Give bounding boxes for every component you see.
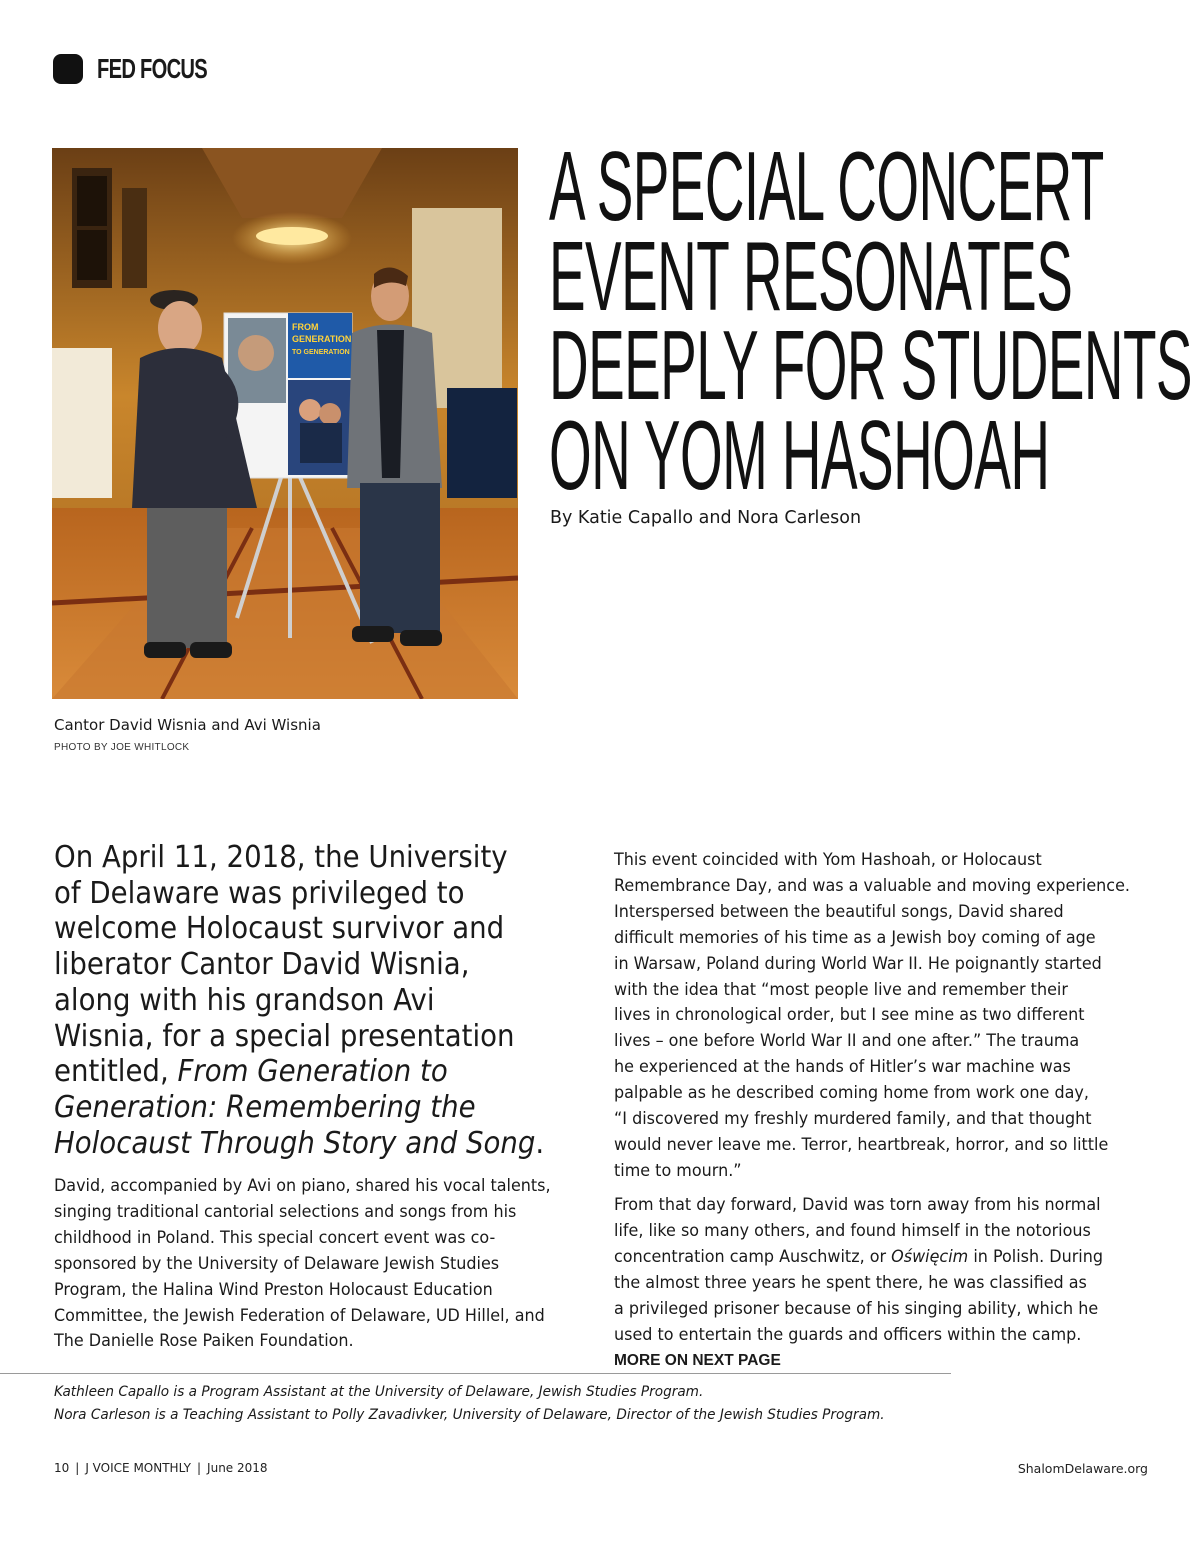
program-title: Holocaust Through Story and Song	[54, 1125, 536, 1161]
byline: By Katie Capallo and Nora Carleson	[550, 508, 862, 528]
body-line: childhood in Poland. This special concert event was co-	[54, 1227, 496, 1248]
lede-line: of Delaware was privileged to	[54, 875, 465, 911]
body-line: sponsored by the University of Delaware Jewish Studies	[54, 1253, 500, 1274]
page-number: 10	[54, 1461, 70, 1475]
body-line: would never leave me. Terror, heartbreak, horror, and so little	[614, 1134, 1109, 1155]
body-line: he experienced at the hands of Hitler’s war machine was	[614, 1057, 1071, 1078]
lede-line	[54, 1125, 545, 1162]
body-line: Program, the Halina Wind Preston Holocaust Education	[54, 1279, 493, 1300]
author-note: Kathleen Capallo is a Program Assistant at the University of Delaware, Jewish Studies Program.	[54, 1384, 704, 1400]
body-line: The Danielle Rose Paiken Foundation.	[54, 1331, 354, 1352]
photo-caption: Cantor David Wisnia and Avi Wisnia	[54, 716, 321, 734]
section-marker	[53, 54, 83, 84]
publication-name: J VOICE MONTHLY	[85, 1461, 191, 1475]
body-line: This event coincided with Yom Hashoah, or Holocaust	[614, 850, 1042, 870]
polish-name: Oświęcim	[891, 1246, 969, 1267]
photo-credit: PHOTO BY JOE WHITLOCK	[54, 742, 190, 753]
lede-line: along with his grandson Avi	[54, 982, 435, 1018]
body-line: Committee, the Jewish Federation of Delaware, UD Hillel, and	[54, 1305, 545, 1326]
body-line: From that day forward, David was torn away from his normal	[614, 1195, 1101, 1215]
divider	[0, 1373, 951, 1374]
body-text: in Polish. During	[968, 1246, 1104, 1267]
website-link[interactable]: ShalomDelaware.org	[1017, 1461, 1148, 1476]
body-line: with the idea that “most people live and remember their	[614, 979, 1068, 1000]
lede-text: .	[535, 1125, 545, 1161]
body-line: difficult memories of his time as a Jewish boy coming of age	[614, 927, 1096, 948]
lede-line: On April 11, 2018, the University	[54, 840, 508, 875]
headline-line: DEEPLY FOR STUDENTS	[549, 310, 1192, 420]
lede-text: entitled,	[54, 1054, 178, 1090]
author-note: Nora Carleson is a Teaching Assistant to Polly Zavadivker, University of Delaware, Director of the Jewish Studies Program.	[54, 1407, 885, 1423]
issue-date: June 2018	[207, 1461, 268, 1475]
body-line: used to entertain the guards and officers within the camp.	[614, 1324, 1082, 1345]
section-label: FED FOCUS	[97, 53, 208, 84]
poster-title-1: FROM	[292, 322, 319, 332]
body-line: the almost three years he spent there, he was classified as	[614, 1272, 1087, 1293]
lede-line: welcome Holocaust survivor and	[54, 911, 505, 947]
body-line: singing traditional cantorial selections and songs from his	[54, 1201, 517, 1222]
body-line: a privileged prisoner because of his singing ability, which he	[614, 1298, 1099, 1319]
poster-title-2: GENERATION	[292, 334, 352, 344]
body-text: concentration camp Auschwitz, or	[614, 1246, 892, 1267]
body-line: Remembrance Day, and was a valuable and moving experience.	[614, 875, 1131, 896]
program-title: Generation: Remembering the	[54, 1089, 476, 1125]
poster-title-3: TO GENERATION	[292, 349, 350, 356]
separator: |	[197, 1461, 202, 1475]
page-footer	[54, 1461, 268, 1475]
lede-line: Wisnia, for a special presentation	[54, 1018, 515, 1054]
body-line: life, like so many others, and found himself in the notorious	[614, 1220, 1091, 1241]
headline	[549, 131, 1192, 510]
body-paragraph-1	[54, 1174, 582, 1355]
separator: |	[75, 1461, 80, 1475]
body-line: David, accompanied by Avi on piano, shared his vocal talents,	[54, 1176, 551, 1196]
body-line: “I discovered my freshly murdered family, and that thought	[614, 1109, 1092, 1130]
body-line: lives – one before World War II and one after.” The trauma	[614, 1031, 1080, 1052]
section-tag	[53, 52, 250, 86]
body-paragraph-3	[614, 1193, 1134, 1348]
continued-link[interactable]: MORE ON NEXT PAGE	[614, 1352, 781, 1369]
body-line	[614, 1245, 1103, 1271]
headline-line: A SPECIAL CONCERT	[549, 131, 1104, 241]
lede-line: liberator Cantor David Wisnia,	[54, 947, 470, 983]
headline-line: ON YOM HASHOAH	[549, 399, 1050, 510]
body-line: palpable as he described coming home from work one day,	[614, 1083, 1089, 1104]
headline-line: EVENT RESONATES	[549, 220, 1073, 331]
program-title: From Generation to	[177, 1054, 448, 1090]
article-photo	[52, 148, 518, 699]
body-line: Interspersed between the beautiful songs, David shared	[614, 901, 1064, 922]
body-paragraph-2	[614, 848, 1163, 1185]
body-line: lives in chronological order, but I see mine as two different	[614, 1005, 1085, 1026]
lede-line	[54, 1054, 542, 1090]
body-line: time to mourn.”	[614, 1160, 742, 1181]
lede-line	[54, 1090, 542, 1126]
body-line: in Warsaw, Poland during World War II. He poignantly started	[614, 953, 1102, 974]
lede-paragraph	[54, 840, 584, 1161]
